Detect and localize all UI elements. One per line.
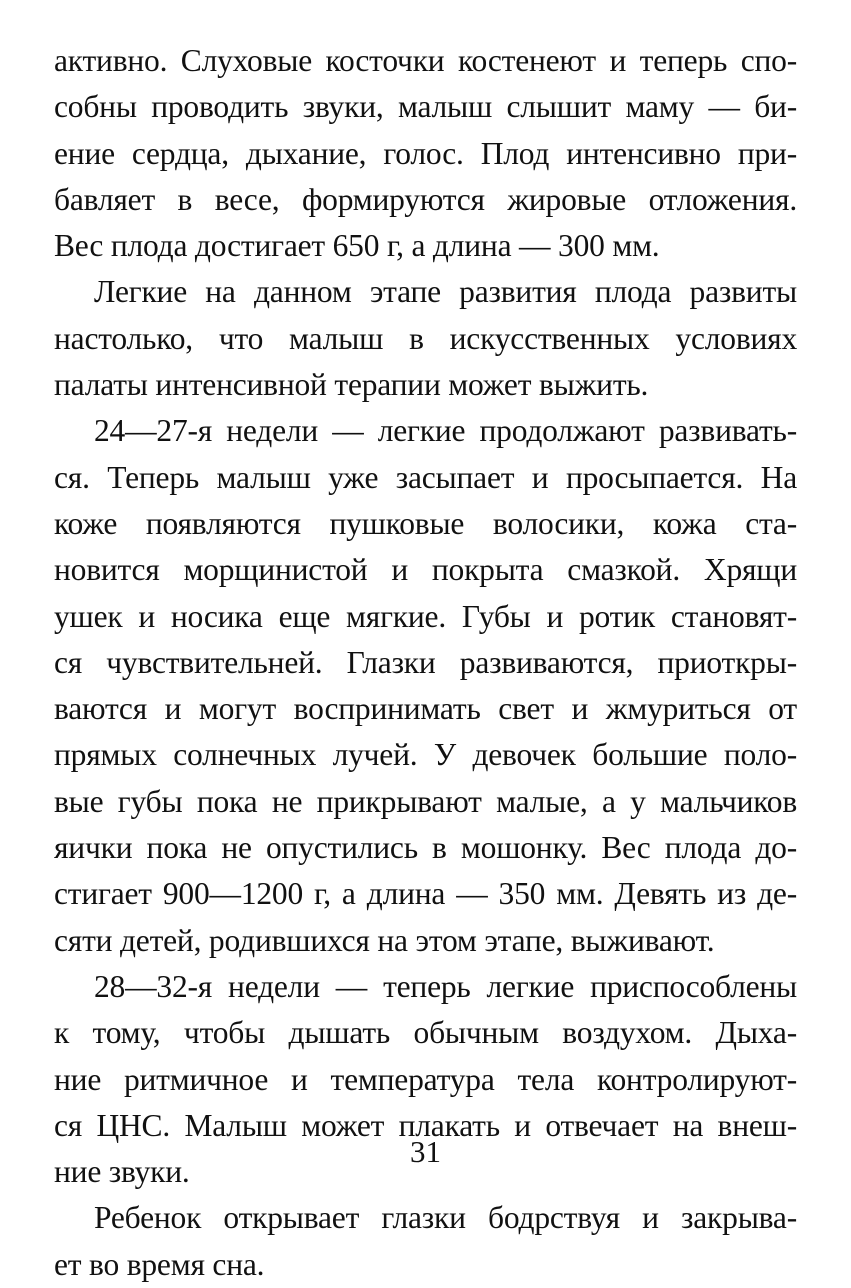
text-line: к тому, чтобы дышать обычным воздухом. Дыха- [54, 1015, 797, 1051]
text-line: новится морщинистой и покрыта смазкой. Хрящи [54, 552, 797, 588]
text-line: ение сердца, дыхание, голос. Плод интенсивно при- [54, 135, 797, 171]
text-line: 24—27-я недели — легкие продолжают развивать- [94, 413, 797, 449]
page-number: 31 [410, 1134, 441, 1169]
text-line: ся чувствительней. Глазки развиваются, приоткры- [54, 644, 797, 680]
text-line: прямых солнечных лучей. У девочек большие поло- [54, 737, 797, 773]
text-line: активно. Слуховые косточки костенеют и теперь спо- [54, 43, 797, 78]
text-line: бавляет в весе, формируются жировые отложения. [54, 181, 797, 217]
text-line: ние звуки. [54, 1154, 190, 1190]
text-line: настолько, что малыш в искусственных условиях [54, 320, 797, 356]
text-line: ваются и могут воспринимать свет и жмуриться от [54, 691, 797, 727]
text-line: вые губы пока не прикрывают малые, а у мальчиков [54, 783, 797, 819]
text-line: коже появляются пушковые волосики, кожа ста- [54, 505, 797, 541]
paragraph [54, 1195, 797, 1288]
text-line: ет во время сна. [54, 1246, 265, 1282]
paragraph [54, 38, 797, 269]
text-line: Ребенок открывает глазки бодрствуя и закрыва- [94, 1200, 797, 1236]
text-line: ся. Теперь малыш уже засыпает и просыпается. На [54, 459, 797, 495]
paragraph [54, 269, 797, 408]
text-line: сяти детей, родившихся на этом этапе, выживают. [54, 922, 715, 958]
page-text [54, 38, 797, 1288]
text-line: палаты интенсивной терапии может выжить. [54, 367, 649, 403]
paragraph [54, 408, 797, 964]
text-line: Легкие на данном этапе развития плода развиты [94, 274, 797, 310]
text-line: Вес плода достигает 650 г, а длина — 300 мм. [54, 228, 660, 264]
text-line: ушек и носика еще мягкие. Губы и ротик становят- [54, 598, 797, 634]
text-line: стигает 900—1200 г, а длина — 350 мм. Девять из де- [54, 876, 797, 912]
text-line: ние ритмичное и температура тела контролируют- [54, 1061, 797, 1097]
text-line: 28—32-я недели — теперь легкие приспособлены [94, 968, 797, 1004]
text-line: собны проводить звуки, малыш слышит маму — би- [54, 89, 797, 125]
text-line: ся ЦНС. Малыш может плакать и отвечает на внеш- [54, 1107, 797, 1143]
text-line: яички пока не опустились в мошонку. Вес плода до- [54, 830, 797, 866]
